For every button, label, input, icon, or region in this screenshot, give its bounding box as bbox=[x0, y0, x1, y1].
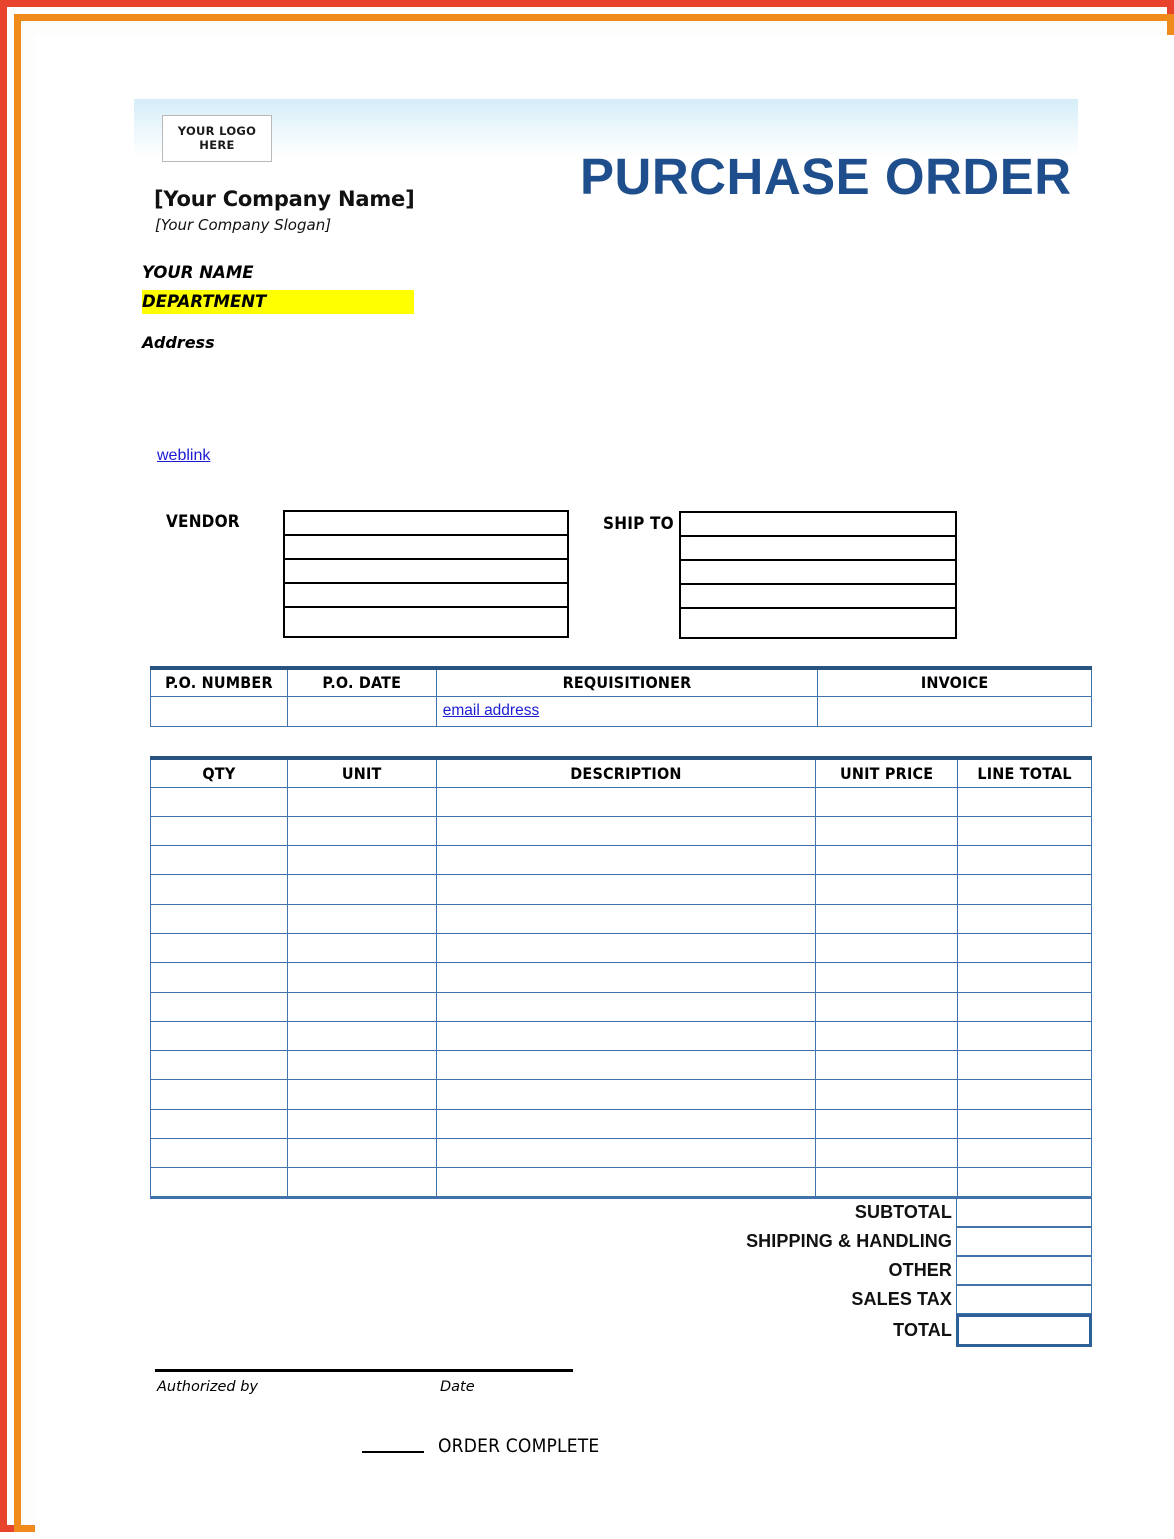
authorized-by-label: Authorized by bbox=[157, 1379, 258, 1395]
ship-to-address-line[interactable] bbox=[681, 561, 955, 585]
po-date-cell[interactable] bbox=[287, 696, 436, 726]
order-complete-label: ORDER COMPLETE bbox=[438, 1435, 600, 1457]
cell-description[interactable] bbox=[436, 875, 816, 904]
cell-line-total[interactable] bbox=[958, 904, 1092, 933]
cell-unit-price[interactable] bbox=[816, 1021, 958, 1050]
line-items-header-row bbox=[151, 758, 1092, 787]
cell-unit[interactable] bbox=[287, 816, 436, 845]
column-header-line-total: LINE TOTAL bbox=[958, 758, 1092, 787]
signature-line bbox=[155, 1369, 573, 1372]
table-row bbox=[151, 1139, 1092, 1168]
cell-unit[interactable] bbox=[287, 875, 436, 904]
cell-description[interactable] bbox=[436, 787, 816, 816]
table-row bbox=[151, 787, 1092, 816]
invoice-cell[interactable] bbox=[818, 696, 1092, 726]
cell-qty[interactable] bbox=[151, 904, 288, 933]
logo-placeholder[interactable] bbox=[162, 115, 272, 162]
cell-unit-price[interactable] bbox=[816, 1080, 958, 1109]
cell-line-total[interactable] bbox=[958, 1080, 1092, 1109]
column-header-unit: UNIT bbox=[287, 758, 436, 787]
line-items-body bbox=[151, 787, 1092, 1197]
column-header-qty: QTY bbox=[151, 758, 288, 787]
cell-description[interactable] bbox=[436, 1051, 816, 1080]
cell-qty[interactable] bbox=[151, 963, 288, 992]
cell-unit-price[interactable] bbox=[816, 875, 958, 904]
po-info-value-row bbox=[151, 696, 1092, 726]
po-info-header-po-date: P.O. DATE bbox=[287, 668, 436, 696]
totals-block bbox=[635, 1198, 1092, 1347]
cell-qty[interactable] bbox=[151, 1051, 288, 1080]
cell-unit-price[interactable] bbox=[816, 904, 958, 933]
vendor-label: VENDOR bbox=[166, 512, 240, 532]
vendor-address-line[interactable] bbox=[285, 536, 567, 560]
cell-unit[interactable] bbox=[287, 1139, 436, 1168]
cell-qty[interactable] bbox=[151, 1021, 288, 1050]
cell-qty[interactable] bbox=[151, 816, 288, 845]
vendor-address-box[interactable] bbox=[283, 510, 569, 638]
department-field-highlighted: DEPARTMENT bbox=[142, 290, 414, 314]
address-label: Address bbox=[142, 333, 215, 352]
table-row bbox=[151, 933, 1092, 962]
weblink-link[interactable]: weblink bbox=[157, 447, 211, 464]
cell-line-total[interactable] bbox=[958, 816, 1092, 845]
cell-unit[interactable] bbox=[287, 904, 436, 933]
email-address-link[interactable]: email address bbox=[442, 702, 540, 719]
line-items-table bbox=[150, 756, 1092, 1199]
cell-qty[interactable] bbox=[151, 992, 288, 1021]
totals-value[interactable] bbox=[956, 1198, 1092, 1227]
page-title: PURCHASE ORDER bbox=[580, 148, 1072, 205]
order-complete-row bbox=[362, 1435, 599, 1457]
logo-line-2: HERE bbox=[199, 137, 235, 152]
your-name-field: YOUR NAME bbox=[142, 263, 254, 282]
table-row bbox=[151, 1109, 1092, 1138]
cell-line-total[interactable] bbox=[958, 1139, 1092, 1168]
vendor-address-line[interactable] bbox=[285, 608, 567, 632]
cell-line-total[interactable] bbox=[958, 1051, 1092, 1080]
cell-unit[interactable] bbox=[287, 963, 436, 992]
cell-qty[interactable] bbox=[151, 846, 288, 875]
totals-label: OTHER bbox=[888, 1260, 952, 1280]
column-header-description: DESCRIPTION bbox=[436, 758, 816, 787]
cell-unit-price[interactable] bbox=[816, 1139, 958, 1168]
cell-qty[interactable] bbox=[151, 1080, 288, 1109]
date-label: Date bbox=[440, 1379, 475, 1395]
table-row bbox=[151, 1168, 1092, 1197]
table-row bbox=[151, 875, 1092, 904]
cell-line-total[interactable] bbox=[958, 875, 1092, 904]
cell-qty[interactable] bbox=[151, 787, 288, 816]
cell-line-total[interactable] bbox=[958, 1021, 1092, 1050]
cell-description[interactable] bbox=[436, 816, 816, 845]
totals-row bbox=[635, 1198, 1092, 1227]
cell-description[interactable] bbox=[436, 963, 816, 992]
totals-row bbox=[635, 1314, 1092, 1347]
cell-description[interactable] bbox=[436, 1139, 816, 1168]
ship-to-address-box[interactable] bbox=[679, 511, 957, 639]
totals-label: SALES TAX bbox=[851, 1289, 952, 1309]
cell-unit[interactable] bbox=[287, 933, 436, 962]
cell-unit-price[interactable] bbox=[816, 963, 958, 992]
totals-label: SUBTOTAL bbox=[854, 1202, 952, 1222]
cell-unit[interactable] bbox=[287, 1080, 436, 1109]
cell-line-total[interactable] bbox=[958, 1168, 1092, 1197]
cell-description[interactable] bbox=[436, 846, 816, 875]
cell-qty[interactable] bbox=[151, 1109, 288, 1138]
totals-value[interactable] bbox=[956, 1227, 1092, 1256]
cell-description[interactable] bbox=[436, 904, 816, 933]
cell-line-total[interactable] bbox=[958, 992, 1092, 1021]
po-info-header-requisitioner: REQUISITIONER bbox=[436, 668, 818, 696]
cell-unit-price[interactable] bbox=[816, 816, 958, 845]
table-row bbox=[151, 816, 1092, 845]
cell-unit[interactable] bbox=[287, 846, 436, 875]
ship-to-address-line[interactable] bbox=[681, 537, 955, 561]
cell-unit-price[interactable] bbox=[816, 1168, 958, 1197]
po-info-header-po-number: P.O. NUMBER bbox=[151, 668, 288, 696]
table-row bbox=[151, 1051, 1092, 1080]
totals-label: TOTAL bbox=[893, 1320, 952, 1340]
totals-row bbox=[635, 1285, 1092, 1314]
cell-unit[interactable] bbox=[287, 1021, 436, 1050]
cell-description[interactable] bbox=[436, 1168, 816, 1197]
company-name: [Your Company Name] bbox=[154, 187, 415, 211]
totals-row bbox=[635, 1227, 1092, 1256]
table-row bbox=[151, 1021, 1092, 1050]
po-info-table bbox=[150, 666, 1092, 727]
vendor-address-line[interactable] bbox=[285, 584, 567, 608]
cell-line-total[interactable] bbox=[958, 787, 1092, 816]
vendor-address-line[interactable] bbox=[285, 560, 567, 584]
document-sheet bbox=[35, 35, 1174, 1539]
cell-unit[interactable] bbox=[287, 1051, 436, 1080]
cell-line-total[interactable] bbox=[958, 846, 1092, 875]
cell-description[interactable] bbox=[436, 1021, 816, 1050]
cell-qty[interactable] bbox=[151, 1139, 288, 1168]
logo-line-1: YOUR LOGO bbox=[177, 123, 257, 138]
cell-unit-price[interactable] bbox=[816, 846, 958, 875]
order-complete-blank[interactable] bbox=[362, 1451, 424, 1453]
cell-qty[interactable] bbox=[151, 933, 288, 962]
cell-unit-price[interactable] bbox=[816, 992, 958, 1021]
cell-line-total[interactable] bbox=[958, 933, 1092, 962]
requisitioner-cell[interactable] bbox=[436, 696, 818, 726]
cell-unit[interactable] bbox=[287, 787, 436, 816]
totals-value[interactable] bbox=[956, 1256, 1092, 1285]
cell-unit-price[interactable] bbox=[816, 933, 958, 962]
cell-unit[interactable] bbox=[287, 992, 436, 1021]
column-header-unit-price: UNIT PRICE bbox=[816, 758, 958, 787]
company-slogan: [Your Company Slogan] bbox=[155, 216, 332, 234]
table-row bbox=[151, 992, 1092, 1021]
ship-to-address-line[interactable] bbox=[681, 609, 955, 633]
po-info-header-invoice: INVOICE bbox=[818, 668, 1092, 696]
cell-description[interactable] bbox=[436, 933, 816, 962]
table-row bbox=[151, 904, 1092, 933]
cell-unit[interactable] bbox=[287, 1109, 436, 1138]
cell-unit-price[interactable] bbox=[816, 1109, 958, 1138]
cell-qty[interactable] bbox=[151, 1168, 288, 1197]
vendor-address-line[interactable] bbox=[285, 512, 567, 536]
cell-description[interactable] bbox=[436, 1080, 816, 1109]
po-number-cell[interactable] bbox=[151, 696, 288, 726]
cell-line-total[interactable] bbox=[958, 1109, 1092, 1138]
cell-unit-price[interactable] bbox=[816, 787, 958, 816]
cell-unit[interactable] bbox=[287, 1168, 436, 1197]
cell-unit-price[interactable] bbox=[816, 1051, 958, 1080]
totals-value[interactable] bbox=[956, 1314, 1092, 1347]
table-row bbox=[151, 846, 1092, 875]
totals-row bbox=[635, 1256, 1092, 1285]
page-frame-inner bbox=[14, 14, 1174, 1532]
ship-to-address-line[interactable] bbox=[681, 513, 955, 537]
ship-to-address-line[interactable] bbox=[681, 585, 955, 609]
table-row bbox=[151, 1080, 1092, 1109]
totals-label: SHIPPING & HANDLING bbox=[746, 1231, 952, 1251]
cell-qty[interactable] bbox=[151, 875, 288, 904]
cell-description[interactable] bbox=[436, 1109, 816, 1138]
po-info-header-row bbox=[151, 668, 1092, 696]
cell-line-total[interactable] bbox=[958, 963, 1092, 992]
cell-description[interactable] bbox=[436, 992, 816, 1021]
ship-to-label: SHIP TO bbox=[603, 514, 674, 534]
totals-value[interactable] bbox=[956, 1285, 1092, 1314]
table-row bbox=[151, 963, 1092, 992]
